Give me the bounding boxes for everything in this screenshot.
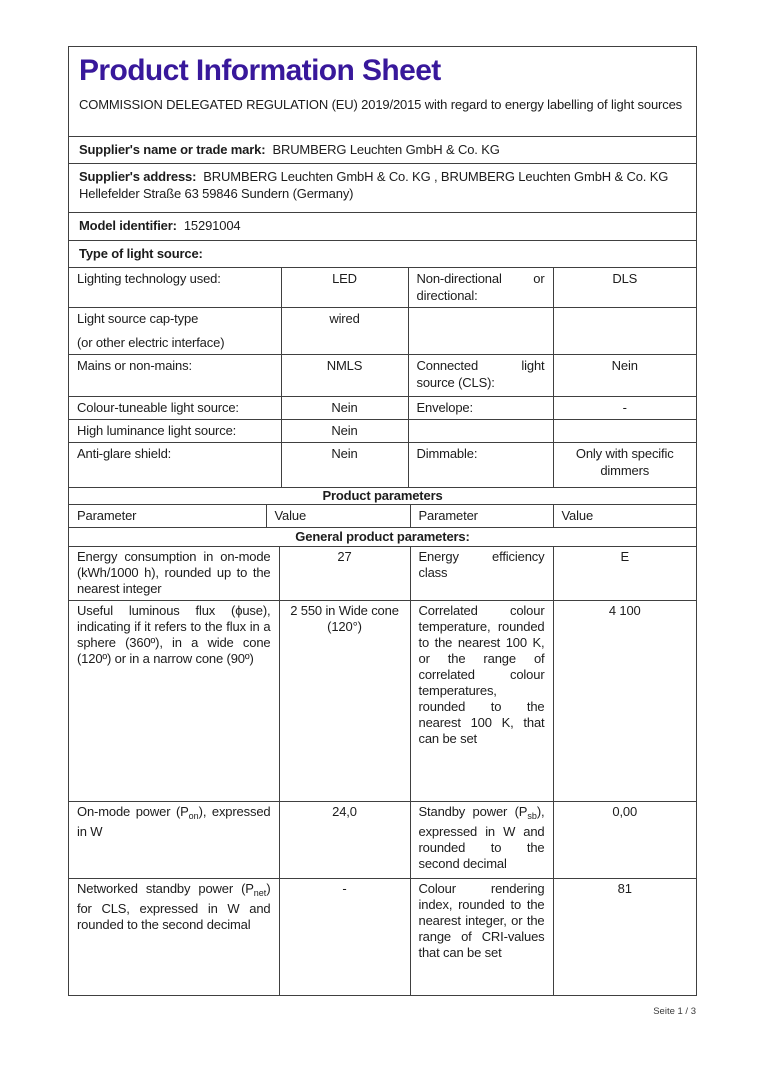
value-cell: Nein (553, 355, 696, 397)
param-cell: Dimmable: (408, 443, 553, 488)
table-row (69, 443, 696, 488)
value-cell: 2 550 in Wide cone (120°) (279, 601, 410, 802)
value-cell: LED (281, 268, 408, 308)
param-cell (69, 308, 281, 355)
supplier-name-row (69, 137, 696, 164)
general-product-parameters-heading: General product parameters: (69, 528, 696, 547)
table-row (69, 355, 696, 397)
param-cell: Envelope: (408, 397, 553, 420)
product-information-sheet (68, 46, 697, 996)
value-cell: Only with specific dimmers (575, 446, 674, 478)
value-cell: DLS (553, 268, 696, 308)
model-identifier-value: 15291004 (183, 218, 241, 233)
light-source-type-table (69, 268, 696, 488)
param-text: Standby power (P (418, 804, 528, 819)
value-cell: Nein (281, 443, 408, 488)
value-cell: 24,0 (279, 802, 410, 879)
cap-type-line2: (or other electric interface) (77, 335, 225, 350)
cap-type-line1: Light source cap-type (77, 311, 199, 326)
header-section (69, 47, 696, 137)
product-parameters-heading: Product parameters (69, 488, 696, 505)
table-row (69, 308, 696, 355)
param-cell: Mains or non-mains: (69, 355, 281, 397)
supplier-name-value: BRUMBERG Leuchten GmbH & Co. KG (272, 142, 500, 157)
value-cell (553, 308, 696, 355)
value-cell: 27 (279, 547, 410, 601)
value-cell: Nein (281, 397, 408, 420)
param-cell: Colour-tuneable light source: (69, 397, 281, 420)
value-cell (553, 420, 696, 443)
table-row (69, 397, 696, 420)
param-cell: Lighting technology used: (69, 268, 281, 308)
value-cell: NMLS (281, 355, 408, 397)
subscript: net (253, 888, 267, 898)
value-cell: 0,00 (553, 802, 696, 879)
supplier-address-value: BRUMBERG Leuchten GmbH & Co. KG , BRUMBERG Leuchten GmbH & Co. KG Hellefelder Straße 63 59846 Sundern (Germany) (79, 169, 669, 201)
value-cell: Nein (281, 420, 408, 443)
subscript: sb (527, 811, 537, 821)
table-row (69, 420, 696, 443)
table-row (69, 547, 696, 601)
column-header-parameter: Parameter (69, 505, 266, 528)
page-number: Seite 1 / 3 (653, 1006, 696, 1017)
value-cell: - (279, 879, 410, 995)
param-cell (408, 420, 553, 443)
param-cell: Correlated colour temperature, rounded to the nearest 100 K, or the range of correlated colour temperatures, rounded to the nearest 100 K, that can be set (410, 601, 553, 802)
param-cell (69, 879, 279, 995)
param-text: On-mode power (P (77, 804, 189, 819)
param-cell: Colour rendering index, rounded to the nearest integer, or the range of CRI-values that can be set (410, 879, 553, 995)
general-parameters-table (69, 547, 696, 995)
param-text: Networked standby power (P (77, 881, 254, 896)
table-row (69, 268, 696, 308)
parameter-value-header-table (69, 505, 696, 528)
supplier-address-label: Supplier's address: (79, 169, 197, 184)
param-text: ), expressed in W and rounded to the second decimal (418, 804, 545, 871)
column-header-value: Value (266, 505, 410, 528)
param-cell: Energy consumption in on-mode (kWh/1000 h), rounded up to the nearest integer (69, 547, 279, 601)
regulation-subtitle: COMMISSION DELEGATED REGULATION (EU) 2019/2015 with regard to energy labelling of light sources (79, 96, 683, 112)
param-cell (69, 802, 279, 879)
param-cell: High luminance light source: (69, 420, 281, 443)
column-header-value: Value (561, 508, 594, 523)
value-cell: 81 (617, 881, 632, 896)
value-cell: - (553, 397, 696, 420)
table-row (69, 505, 696, 528)
page-title: Product Information Sheet (79, 54, 441, 87)
column-header-parameter: Parameter (410, 505, 553, 528)
param-cell (408, 308, 553, 355)
supplier-name-label: Supplier's name or trade mark: (79, 142, 266, 157)
subscript: on (188, 811, 199, 821)
param-cell: Anti-glare shield: (69, 443, 281, 488)
value-cell: wired (281, 308, 408, 355)
param-cell: Energy efficiency class (410, 547, 553, 601)
table-row (69, 601, 696, 802)
table-row (69, 802, 696, 879)
param-cell: Useful luminous flux (ϕuse), indicating if it refers to the flux in a sphere (360º), in a wide cone (120º) or in a narrow cone (90º) (69, 601, 279, 802)
supplier-address-row (69, 164, 696, 213)
param-cell (410, 802, 553, 879)
value-cell: E (553, 547, 696, 601)
model-identifier-row (69, 213, 696, 241)
param-cell: Connected light source (CLS): (408, 355, 553, 397)
type-of-light-source-heading: Type of light source: (69, 241, 696, 268)
value-cell: 4 100 (553, 601, 696, 802)
model-identifier-label: Model identifier: (79, 218, 177, 233)
param-text: ), expressed in W (77, 804, 271, 839)
table-row (69, 879, 696, 995)
param-text: ) for CLS, expressed in W and rounded to the second decimal (77, 881, 271, 932)
param-cell: Non-directional or directional: (408, 268, 553, 308)
